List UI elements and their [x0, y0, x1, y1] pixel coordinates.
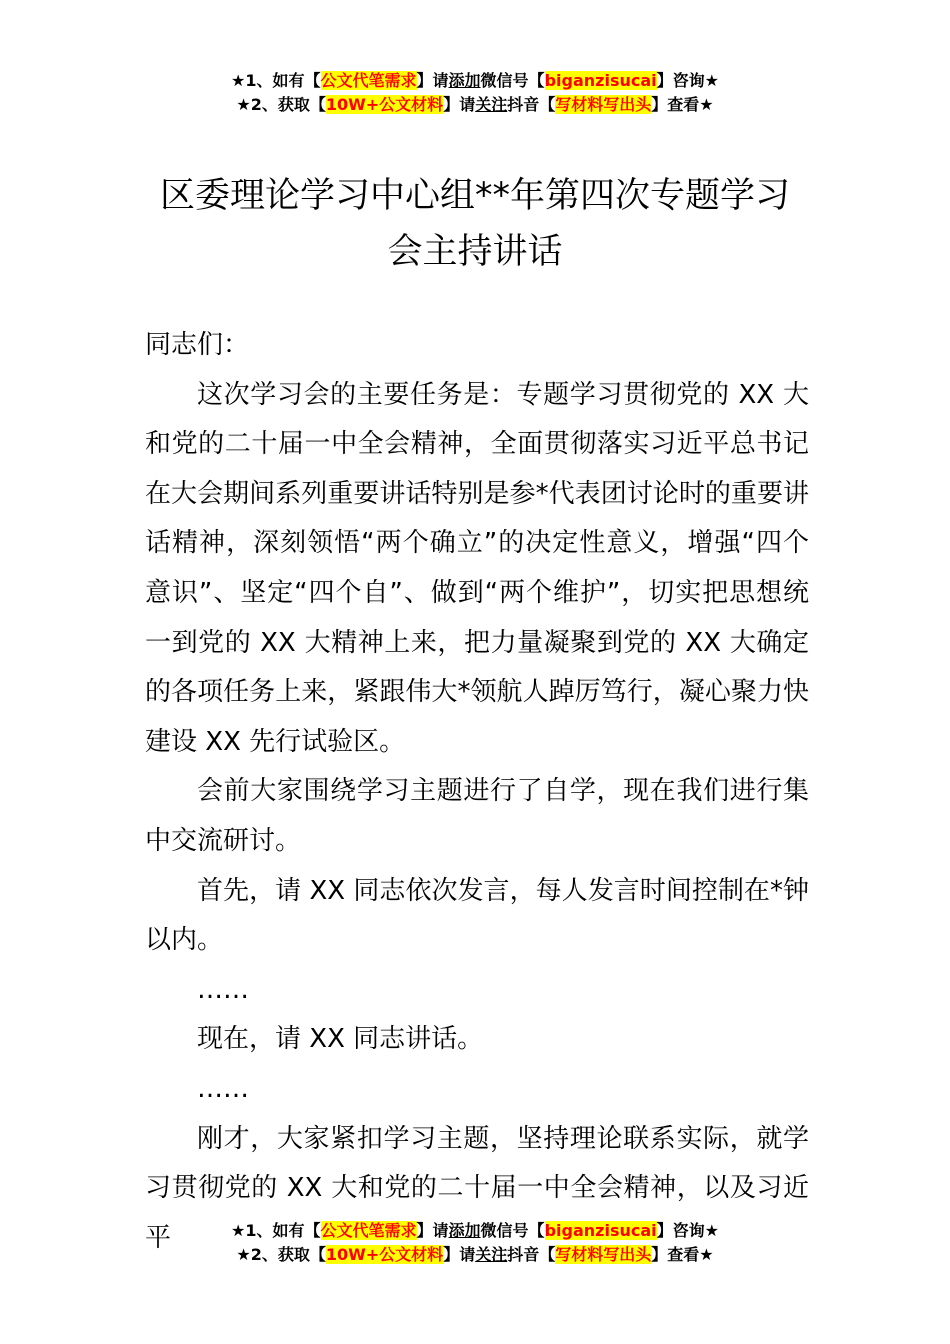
- document-body: [145, 321, 809, 1263]
- banner-text: 】请: [416, 1221, 449, 1240]
- paragraph: 刚才，大家紧扣学习主题，坚持理论联系实际，就学习贯彻党的 XX 大和党的二十届一中全会精神，以及习近平: [145, 1123, 809, 1253]
- salutation: 同志们：: [145, 330, 250, 360]
- banner-text: 抖音【: [507, 95, 556, 114]
- paragraph: 首先，请 XX 同志依次发言，每人发言时间控制在*钟以内。: [145, 875, 809, 956]
- paragraph: 会前大家围绕学习主题进行了自学，现在我们进行集中交流研讨。: [145, 776, 809, 856]
- paragraph: 现在，请 XX 同志讲话。: [197, 1024, 484, 1055]
- banner-text: 】请: [416, 71, 449, 90]
- ellipsis-line: ……: [197, 1073, 249, 1104]
- banner-text: 】咨询★: [656, 1221, 719, 1240]
- footer-banner: [0, 1219, 950, 1267]
- banner-line-1: [0, 69, 950, 93]
- banner-line-1: [0, 1219, 950, 1243]
- banner-text: 微信号【: [480, 71, 545, 90]
- banner-text: 微信号【: [480, 1221, 545, 1240]
- banner-text: 抖音【: [507, 1245, 556, 1264]
- banner-highlight: biganzisucai: [544, 1221, 657, 1240]
- banner-text: 】请: [443, 95, 476, 114]
- banner-text: ★2、获取【: [236, 95, 326, 114]
- title-line-2: 会主持讲话: [387, 232, 563, 272]
- banner-highlight: 10W+公文材料: [325, 1245, 444, 1264]
- banner-text: 】请: [443, 1245, 476, 1264]
- title-line-1: 区委理论学习中心组**年第四次专题学习: [159, 176, 790, 216]
- banner-highlight: 写材料写出头: [555, 95, 652, 114]
- ellipsis-line: ……: [197, 974, 249, 1005]
- banner-underlined: 关注: [475, 1245, 508, 1264]
- banner-highlight: biganzisucai: [544, 71, 657, 90]
- banner-text: 】咨询★: [656, 71, 719, 90]
- header-banner: [0, 69, 950, 117]
- banner-text: ★1、如有【: [231, 1221, 321, 1240]
- banner-highlight: 公文代笔需求: [320, 71, 417, 90]
- banner-text: 】查看★: [651, 95, 714, 114]
- banner-highlight: 写材料写出头: [555, 1245, 652, 1264]
- banner-text: ★1、如有【: [231, 71, 321, 90]
- banner-text: ★2、获取【: [236, 1245, 326, 1264]
- document-title: [0, 168, 950, 280]
- banner-text: 】查看★: [651, 1245, 714, 1264]
- banner-underlined: 添加: [448, 71, 481, 90]
- banner-underlined: 关注: [475, 95, 508, 114]
- banner-line-2: [0, 93, 950, 117]
- banner-underlined: 添加: [448, 1221, 481, 1240]
- banner-line-2: [0, 1243, 950, 1267]
- banner-highlight: 公文代笔需求: [320, 1221, 417, 1240]
- paragraph: 这次学习会的主要任务是：专题学习贯彻党的 XX 大和党的二十届一中全会精神，全面贯彻落实习近平总书记在大会期间系列重要讲话特别是参*代表团讨论时的重要讲话精神，深刻领悟“两个确立”的决定性意义，增强“四个意识”、坚定“四个自”、做到“两个维护”，切实把思想统一到党的 XX 大精神上来，把力量凝聚到党的 XX 大确定的各项任务上来，紧跟伟大*领航人踔厉笃行，凝心聚力快建设 XX 先行试验区。: [145, 379, 809, 757]
- banner-highlight: 10W+公文材料: [325, 95, 444, 114]
